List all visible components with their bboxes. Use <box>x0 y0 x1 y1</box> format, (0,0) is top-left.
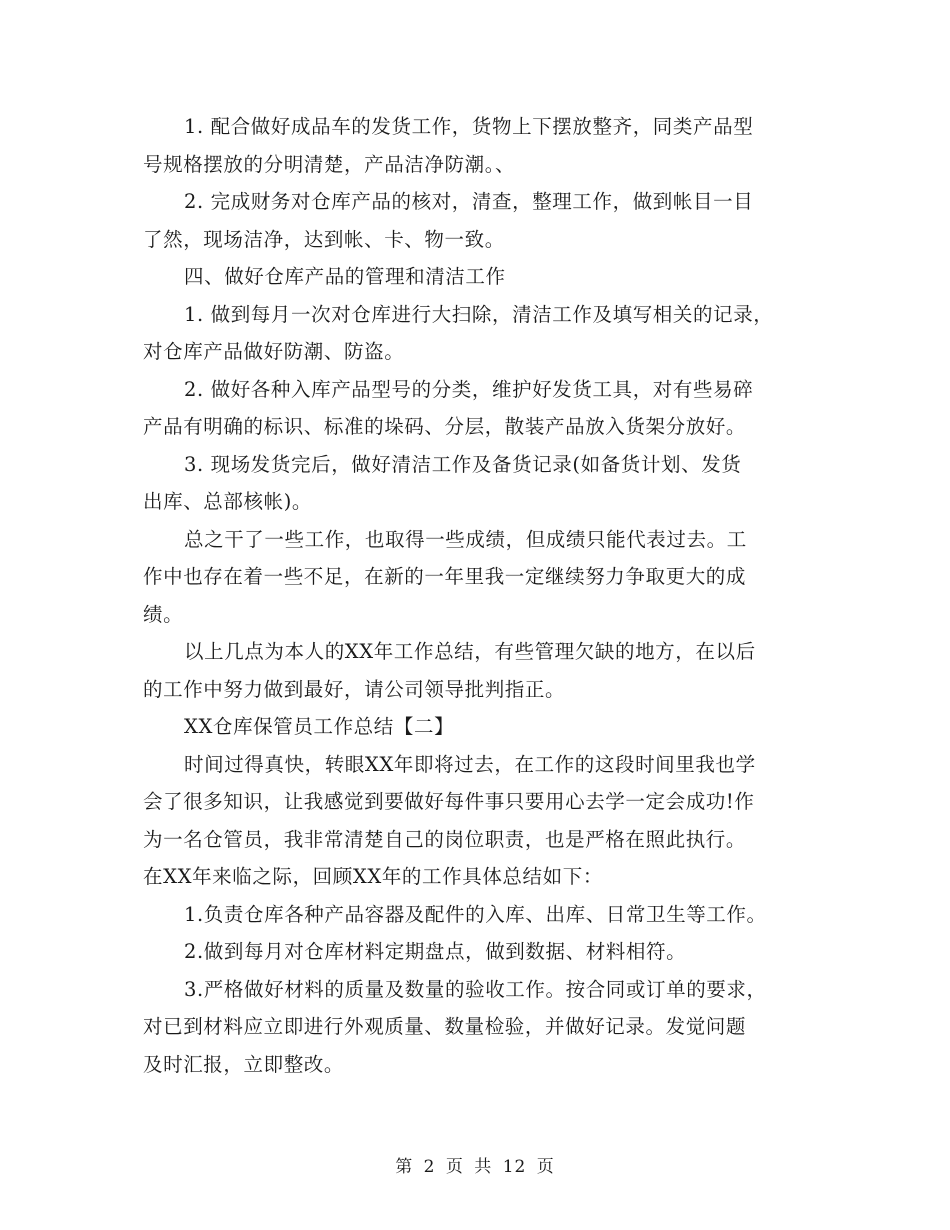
text-line: 1. 做到每月一次对仓库进行大扫除，清洁工作及填写相关的记录， <box>184 302 774 326</box>
text-line: 对已到材料应立即进行外观质量、数量检验，并做好记录。发觉问题 <box>143 1015 747 1038</box>
text-line: 为一名仓管员，我非常清楚自己的岗位职责，也是严格在照此执行。 <box>143 827 747 851</box>
text-line: 会了很多知识，让我感觉到要做好每件事只要用心去学一定会成功!作 <box>143 790 755 813</box>
text-line: 作中也存在着一些不足，在新的一年里我一定继续努力争取更大的成 <box>143 565 747 588</box>
text-line: 的工作中努力做到最好，请公司领导批判指正。 <box>143 677 566 701</box>
text-line: 2.做到每月对仓库材料定期盘点，做到数据、材料相符。 <box>184 940 687 963</box>
text-line: 2. 做好各种入库产品型号的分类，维护好发货工具，对有些易碎 <box>184 377 754 401</box>
text-line: 出库、总部核帐)。 <box>143 490 313 513</box>
footer-prefix: 第 <box>395 1157 414 1177</box>
text-line: 对仓库产品做好防潮、防盗。 <box>143 340 405 363</box>
text-line: 3. 现场发货完后，做好清洁工作及备货记录(如备货计划、发货 <box>184 452 742 476</box>
footer-suffix: 页 <box>536 1157 555 1177</box>
text-line: 3.严格做好材料的质量及数量的验收工作。按合同或订单的要求， <box>184 977 767 1001</box>
footer-total-label: 共 <box>474 1157 493 1177</box>
text-line: 绩。 <box>143 602 184 626</box>
text-line: 时间过得真快，转眼XX年即将过去，在工作的这段时间里我也学 <box>184 752 756 776</box>
text-line: XX仓库保管员工作总结【二】 <box>184 715 455 738</box>
text-line: 以上几点为本人的XX年工作总结，有些管理欠缺的地方，在以后 <box>184 640 756 663</box>
text-line: 2. 完成财务对仓库产品的核对，清查，整理工作，做到帐目一目 <box>184 190 754 213</box>
document-body <box>143 108 823 1083</box>
text-line: 在XX年来临之际，回顾XX年的工作具体总结如下： <box>143 865 603 888</box>
footer-page-label: 页 <box>445 1157 464 1177</box>
text-line: 1.负责仓库各种产品容器及配件的入库、出库、日常卫生等工作。 <box>184 902 767 926</box>
text-line: 了然，现场洁净，达到帐、卡、物一致。 <box>143 227 505 251</box>
footer-page-number: 2 <box>423 1157 436 1177</box>
text-line: 四、做好仓库产品的管理和清洁工作 <box>184 265 506 288</box>
text-line: 及时汇报，立即整改。 <box>143 1052 345 1076</box>
text-line: 号规格摆放的分明清楚，产品洁净防潮。、 <box>143 152 516 176</box>
footer-total-pages: 12 <box>502 1157 527 1177</box>
page-footer <box>0 1152 950 1177</box>
text-line: 1. 配合做好成品车的发货工作，货物上下摆放整齐，同类产品型 <box>184 115 754 138</box>
text-line: 产品有明确的标识、标准的垛码、分层，散装产品放入货架分放好。 <box>143 415 747 438</box>
text-line: 总之干了一些工作，也取得一些成绩，但成绩只能代表过去。工 <box>184 527 747 551</box>
